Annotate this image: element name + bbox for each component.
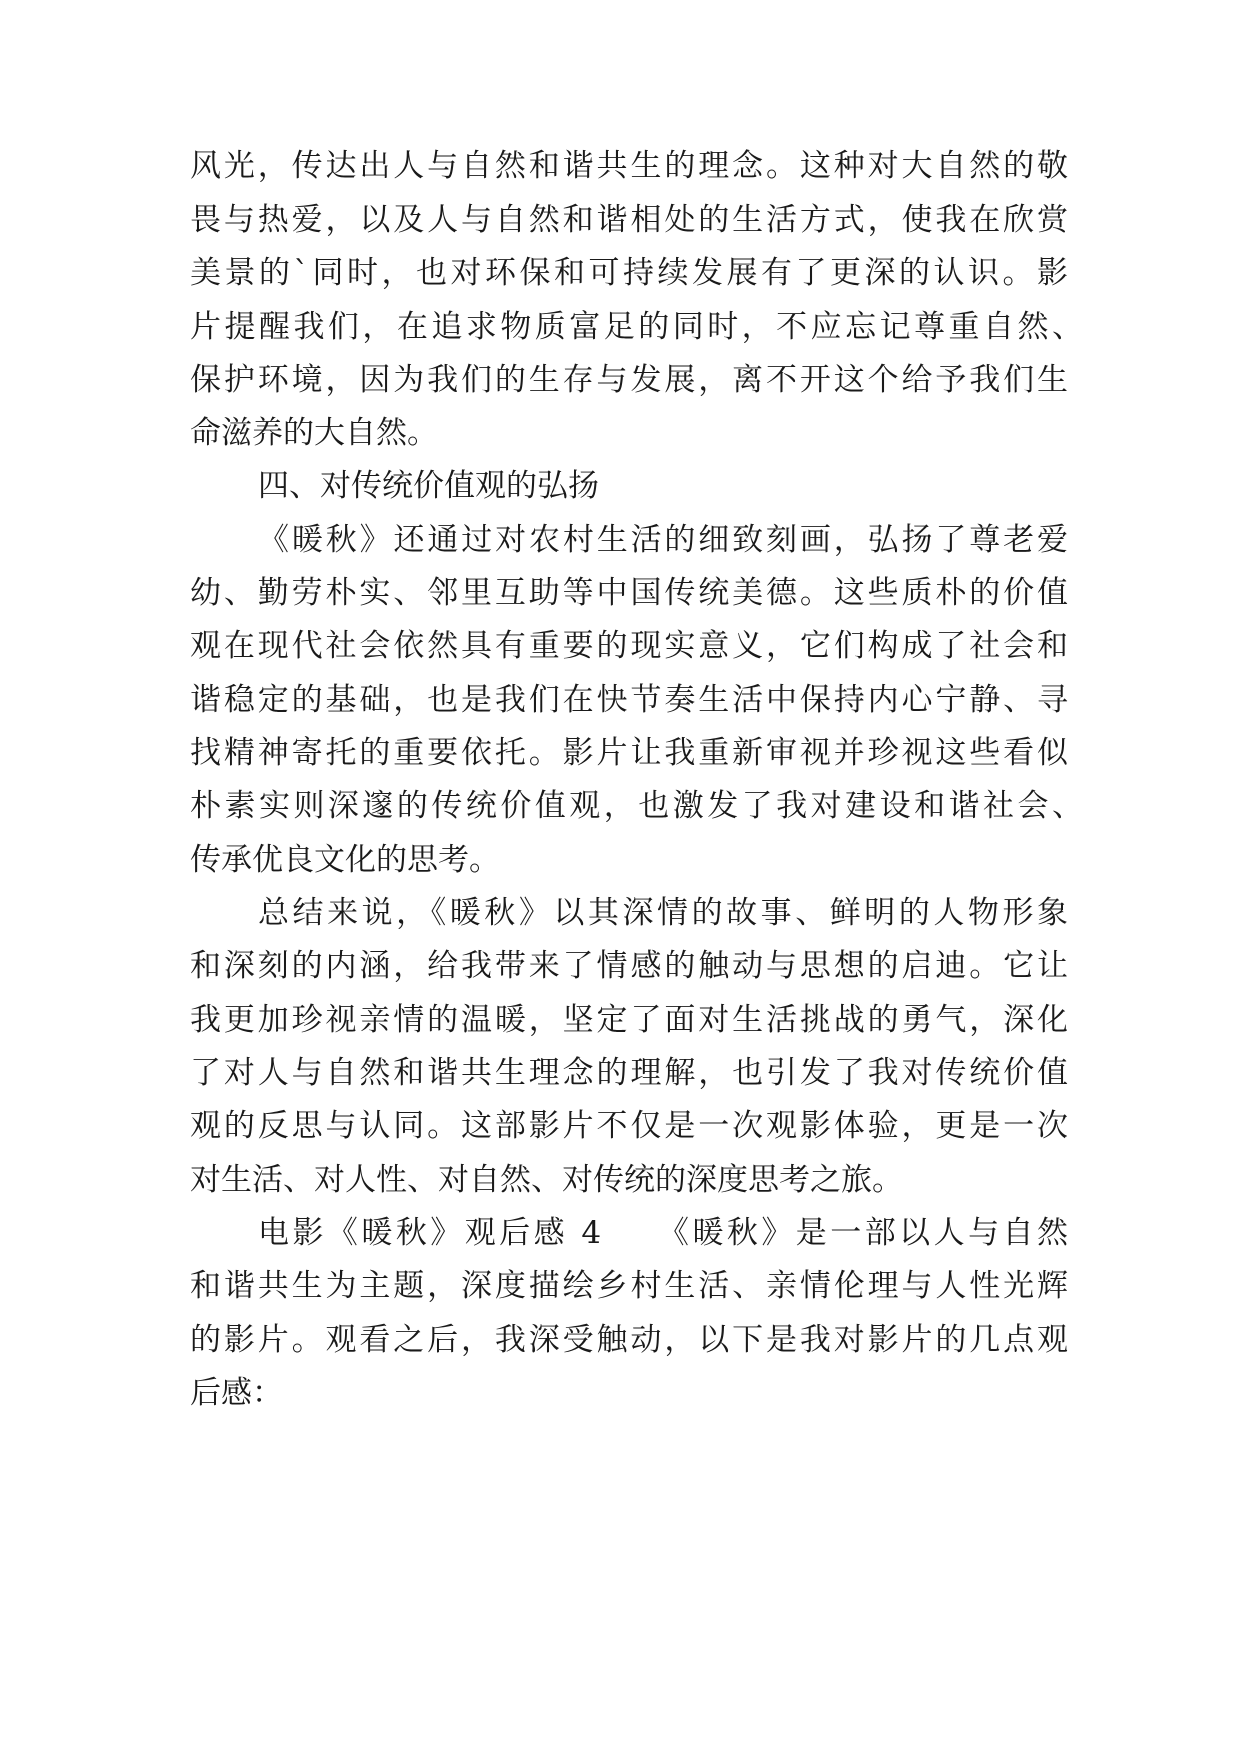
text-line: 的影片。观看之后，我深受触动，以下是我对影片的几点观 (190, 1322, 1068, 1358)
text-line: 美景的`同时，也对环保和可持续发展有了更深的认识。影 (190, 255, 1068, 291)
text-line: 片提醒我们，在追求物质富足的同时，不应忘记尊重自然、 (190, 309, 1083, 345)
text-line: 朴素实则深邃的传统价值观，也激发了我对建设和谐社会、 (190, 788, 1083, 824)
section-heading: 四、对传统价值观的弘扬 (258, 468, 599, 504)
text-line: 对生活、对人性、对自然、对传统的深度思考之旅。 (190, 1162, 903, 1198)
text-line: 电影《暖秋》观后感 4 《暖秋》是一部以人与自然 (258, 1215, 1068, 1251)
text-line: 和深刻的内涵，给我带来了情感的触动与思想的启迪。它让 (190, 948, 1068, 984)
text-line: 我更加珍视亲情的温暖，坚定了面对生活挑战的勇气，深化 (190, 1002, 1068, 1038)
text-line: 幼、勤劳朴实、邻里互助等中国传统美德。这些质朴的价值 (190, 575, 1068, 611)
text-line: 保护环境，因为我们的生存与发展，离不开这个给予我们生 (190, 362, 1068, 398)
text-line: 观在现代社会依然具有重要的现实意义，它们构成了社会和 (190, 628, 1068, 664)
text-line: 传承优良文化的思考。 (190, 842, 500, 878)
text-line: 总结来说，《暖秋》以其深情的故事、鲜明的人物形象 (258, 895, 1068, 931)
text-line: 观的反思与认同。这部影片不仅是一次观影体验，更是一次 (190, 1108, 1068, 1144)
text-line: 畏与热爱，以及人与自然和谐相处的生活方式，使我在欣赏 (190, 202, 1068, 238)
text-line: 了对人与自然和谐共生理念的理解，也引发了我对传统价值 (190, 1055, 1068, 1091)
text-line: 风光，传达出人与自然和谐共生的理念。这种对大自然的敬 (190, 148, 1068, 184)
text-line: 找精神寄托的重要依托。影片让我重新审视并珍视这些看似 (190, 735, 1068, 771)
text-line: 《暖秋》还通过对农村生活的细致刻画，弘扬了尊老爱 (258, 522, 1068, 558)
text-line: 后感： (190, 1375, 283, 1411)
text-line: 谐稳定的基础，也是我们在快节奏生活中保持内心宁静、寻 (190, 682, 1068, 718)
text-line: 命滋养的大自然。 (190, 415, 438, 451)
text-line: 和谐共生为主题，深度描绘乡村生活、亲情伦理与人性光辉 (190, 1268, 1068, 1304)
